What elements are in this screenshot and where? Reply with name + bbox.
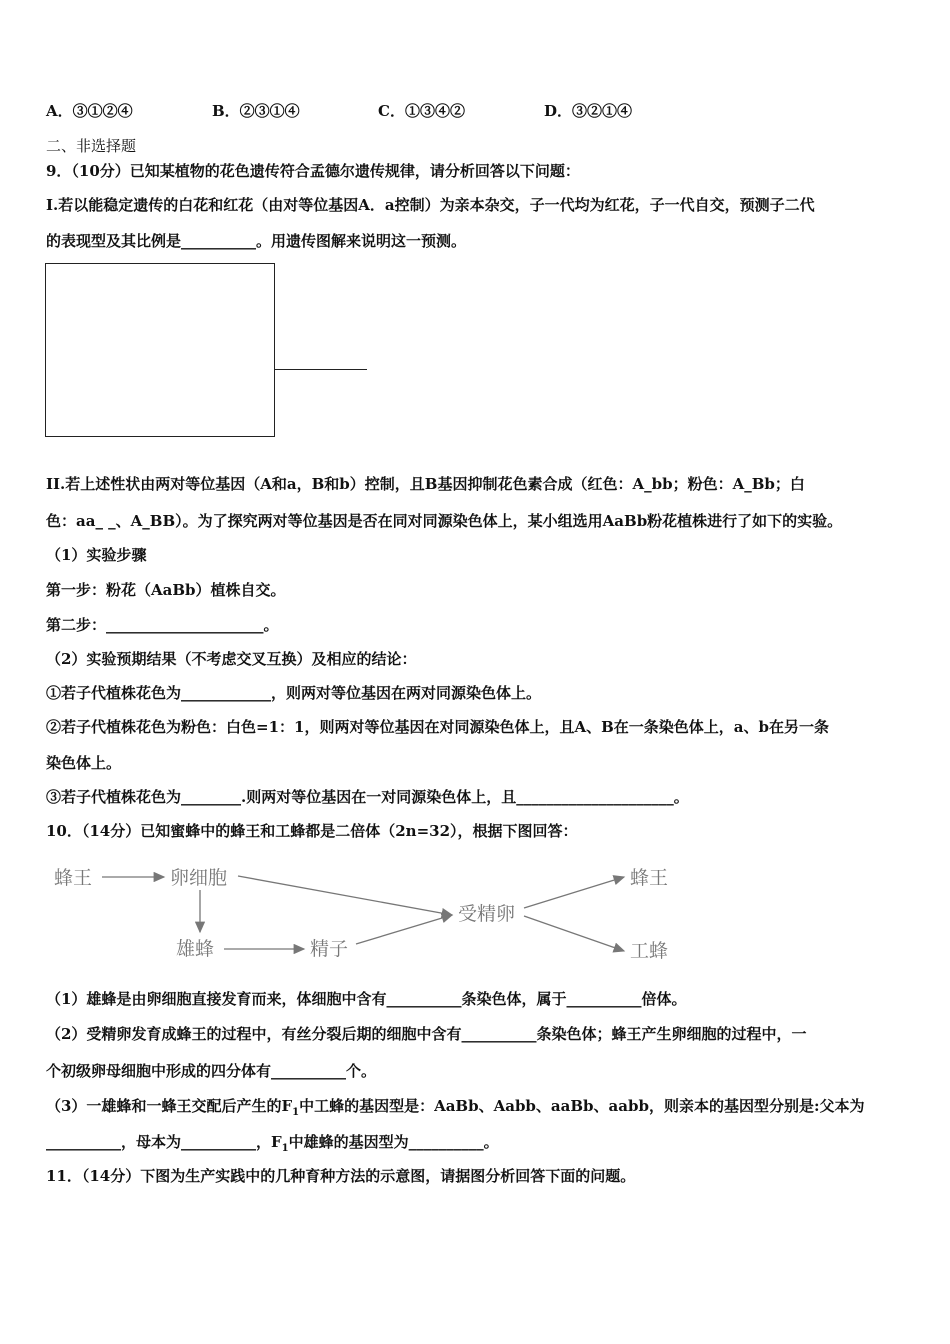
label-drone: 雄蜂 xyxy=(176,938,215,960)
q9-result-title: （2）实验预期结果（不考虑交叉互换）及相应的结论： xyxy=(46,650,417,668)
q9-result3: ③若子代植株花色为________.则两对等位基因在一对同源染色体上，且_____________________。 xyxy=(46,788,689,806)
label-worker: 工蜂 xyxy=(630,940,669,962)
q10-header: 10．（14分）已知蜜蜂中的蜂王和工蜂都是二倍体（2n=32），根据下图回答： xyxy=(46,822,578,840)
q9-step1: 第一步：粉花（AaBb）植株自交。 xyxy=(46,581,286,599)
q9-part2-line1: II.若上述性状由两对等位基因（A和a，B和b）控制，且B基因抑制花色素合成（红色：A_bb；粉色：A_Bb；白 xyxy=(46,475,805,493)
arrow-zygote-worker xyxy=(524,916,624,951)
q9-header: 9．（10分）已知某植物的花色遗传符合孟德尔遗传规律，请分析回答以下问题： xyxy=(46,162,580,180)
q9-step-title: （1）实验步骤 xyxy=(46,546,147,564)
q9-step2: 第二步：_____________________。 xyxy=(46,616,279,634)
q9-part2-line2: 色：aa_ _、A_BB）。为了探究两对等位基因是否在同对同源染色体上，某小组选用AaBb粉花植株进行了如下的实验。 xyxy=(46,512,843,530)
q9-result1: ①若子代植株花色为____________，则两对等位基因在两对同源染色体上。 xyxy=(46,684,542,702)
arrow-sperm-zygote xyxy=(356,915,452,944)
label-queen: 蜂王 xyxy=(54,867,93,889)
arrow-zygote-queen xyxy=(524,877,624,908)
label-egg: 卵细胞 xyxy=(170,867,228,889)
q9-result2-line2: 染色体上。 xyxy=(46,754,122,772)
label-sperm: 精子 xyxy=(310,938,349,960)
q10-q2-line1: （2）受精卵发育成蜂王的过程中，有丝分裂后期的细胞中含有__________条染色体；蜂王产生卵细胞的过程中，一 xyxy=(46,1025,807,1043)
q10-q1: （1）雄蜂是由卵细胞直接发育而来，体细胞中含有__________条染色体，属于__________倍体。 xyxy=(46,990,687,1008)
arrow-egg-zygote xyxy=(238,876,452,915)
label-zygote: 受精卵 xyxy=(458,903,516,925)
q10-q3-line1: （3）一雄蜂和一蜂王交配后产生的$F_1$中工蜂的基因型是：AaBb、Aabb、aaBb、aabb，则亲本的基因型分别是:父本为 xyxy=(46,1097,865,1118)
label-queen-out: 蜂王 xyxy=(630,867,669,889)
option-d: D．③②①④ xyxy=(544,102,633,120)
option-b: B．②③①④ xyxy=(212,102,300,120)
q11-header: 11．（14分）下图为生产实践中的几种育种方法的示意图，请据图分析回答下面的问题。 xyxy=(46,1167,636,1185)
answer-box-blank xyxy=(275,369,367,370)
option-a: A．③①②④ xyxy=(46,102,133,120)
q9-part1-line2: 的表现型及其比例是__________。用遗传图解来说明这一预测。 xyxy=(46,232,467,250)
q8-options xyxy=(46,101,632,121)
section-title: 二、非选择题 xyxy=(46,137,137,155)
bee-reproduction-diagram xyxy=(48,852,688,972)
q9-result2-line1: ②若子代植株花色为粉色：白色=1：1，则两对等位基因在对同源染色体上，且A、B在一条染色体上，a、b在另一条 xyxy=(46,718,829,736)
option-c: C．①③④② xyxy=(378,102,465,120)
answer-box xyxy=(45,263,275,437)
q9-part1-line1: I.若以能稳定遗传的白花和红花（由对等位基因A．a控制）为亲本杂交，子一代均为红花，子一代自交，预测子二代 xyxy=(46,196,815,214)
q10-q2-line2: 个初级卵母细胞中形成的四分体有__________个。 xyxy=(46,1062,377,1080)
q10-q3-line2: __________，母本为__________，$F_1$中雄蜂的基因型为__________。 xyxy=(46,1133,499,1154)
